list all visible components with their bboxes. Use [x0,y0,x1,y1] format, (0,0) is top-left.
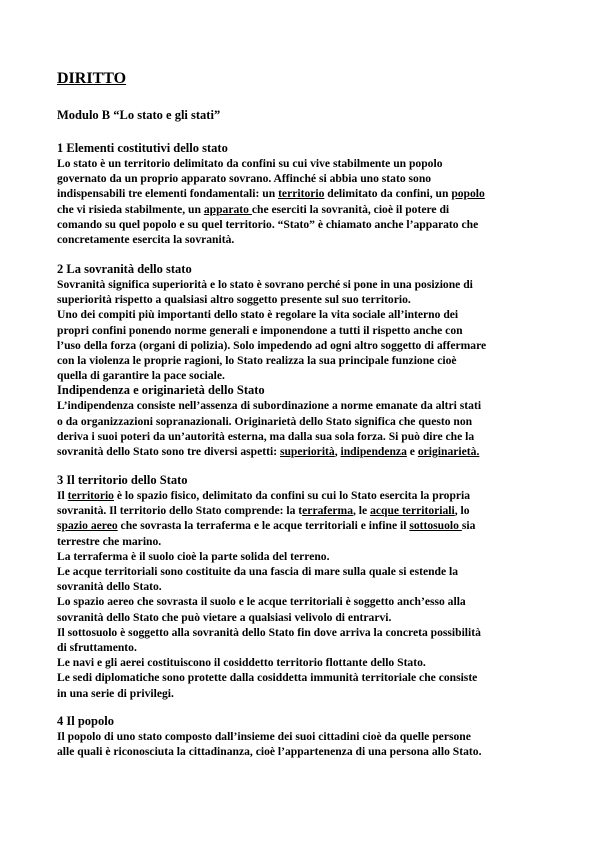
text-line: Le sedi diplomatiche sono protette dalla cosiddetta immunità territoriale che consiste [57,671,478,685]
text-line: con la violenza le proprie ragioni, lo Stato realizza la sua principale funzione cioè [57,354,457,368]
text-segment: che sovrasta la terraferma e le acque territoriali e infine il [117,519,410,533]
section-body [57,729,557,759]
text-line: Il popolo di uno stato composto dall’insieme dei suoi cittadini cioè da quelle persone [57,730,471,743]
text-segment: sovranità. Il territorio dello Stato comprende: la t [57,504,303,518]
text-line: Lo stato è un territorio delimitato da confini su cui vive stabilmente un popolo [57,157,443,170]
text-line: concretamente esercita la sovranità. [57,233,235,247]
section-body [57,277,557,383]
text-line [57,518,557,533]
text-line [57,202,557,217]
text-line: governato da un proprio apparato sovrano. Affinché si abbia uno stato sono [57,172,432,186]
text-line: l’uso della forza (organi di polizia). Solo impedendo ad ogni altro soggetto di affermare [57,338,487,352]
text-segment: che vi risieda stabilmente, un [57,202,204,216]
text-line [57,488,557,503]
underlined-term: acque territoriali [370,504,455,518]
text-segment: delimitato da confini, un [324,187,452,201]
subsection-heading: Indipendenza e originarietà dello Stato [57,383,265,398]
text-line [57,503,557,518]
section-heading: 3 Il territorio dello Stato [57,473,188,487]
section-body [57,488,557,701]
text-line: terrestre che marino. [57,534,162,548]
document-title: DIRITTO [57,70,127,87]
section-4 [57,714,557,759]
text-segment: , le [353,504,371,518]
text-line: Uno dei compiti più importanti dello stato è regolare la vita sociale all’interno dei [57,308,459,322]
section-1 [57,141,557,247]
underlined-term: territorio [67,489,114,502]
section-body [57,156,557,247]
text-line: La terraferma è il suolo cioè la parte solida del terreno. [57,549,330,563]
text-segment: indispensabili tre elementi fondamentali: un [57,187,279,201]
text-segment: , [334,445,341,459]
underlined-term: apparato [203,202,252,216]
underlined-term: indipendenza [340,445,407,459]
underlined-term: popolo [451,187,485,201]
text-segment: sia [461,519,476,533]
text-line: sovranità dello Stato. [57,580,162,594]
text-line: deriva i suoi poteri da un’autorità esterna, ma dalla sua sola forza. Si può dire che la [57,429,475,443]
text-line: superiorità rispetto a qualsiasi altro soggetto presente sul suo territorio. [57,293,411,307]
text-line: comando su quel popolo e su quel territorio. “Stato” è chiamato anche l’apparato che [57,217,479,231]
section-2 [57,262,557,459]
text-line: o da organizzazioni sopranazionali. Originarietà dello Stato significa che questo non [57,414,473,428]
text-line: propri confini ponendo norme generali e imponendone a tutti il rispetto anche con [57,323,463,337]
text-segment: che eserciti la sovranità, cioè il potere di [251,202,450,216]
module-subtitle: Modulo B “Lo stato e gli stati” [57,108,221,122]
text-segment: , lo [454,504,470,518]
text-line: Lo spazio aereo che sovrasta il suolo e le acque territoriali è soggetto anch’esso alla [57,595,466,609]
section-heading: 1 Elementi costitutivi dello stato [57,141,228,155]
text-line: sovranità dello Stato che può vietare a qualsiasi velivolo di entrarvi. [57,610,392,624]
underlined-term: sottosuolo [409,519,462,533]
text-line: alle quali è riconosciuta la cittadinanza, cioè l’appartenenza di una persona allo Stato. [57,745,482,759]
underlined-term: spazio aereo [57,519,118,533]
text-line: quella di garantire la pace sociale. [57,369,225,383]
text-line: L’indipendenza consiste nell’assenza di subordinazione a norme emanate da altri stati [57,399,482,413]
underlined-term: superiorità [279,445,335,459]
section-heading: 4 Il popolo [57,714,114,728]
underlined-term: erraferma [302,504,353,518]
text-line: Le navi e gli aerei costituiscono il cosiddetto territorio flottante dello Stato. [57,656,426,670]
text-line: Sovranità significa superiorità e lo stato è sovrano perché si pone in una posizione di [57,278,473,291]
text-segment: Il [57,489,68,502]
text-line: in una serie di privilegi. [57,686,174,700]
text-segment: è lo spazio fisico, delimitato da confini su cui lo Stato esercita la propria [113,489,471,502]
text-line: Il sottosuolo è soggetto alla sovranità dello Stato fin dove arriva la concreta possibilità [57,625,481,639]
underlined-term: originarietà. [417,445,480,459]
text-segment: sovranità dello Stato sono tre diversi aspetti: [57,445,280,459]
text-line: Le acque territoriali sono costituite da una fascia di mare sulla quale si estende la [57,565,459,579]
underlined-term: territorio [278,187,325,201]
subsection-body [57,398,557,459]
section-3 [57,473,557,701]
text-segment: e [406,445,418,459]
text-line [57,444,557,459]
section-heading: 2 La sovranità dello stato [57,262,192,276]
text-line: di sfruttamento. [57,641,137,655]
text-line [57,186,557,201]
